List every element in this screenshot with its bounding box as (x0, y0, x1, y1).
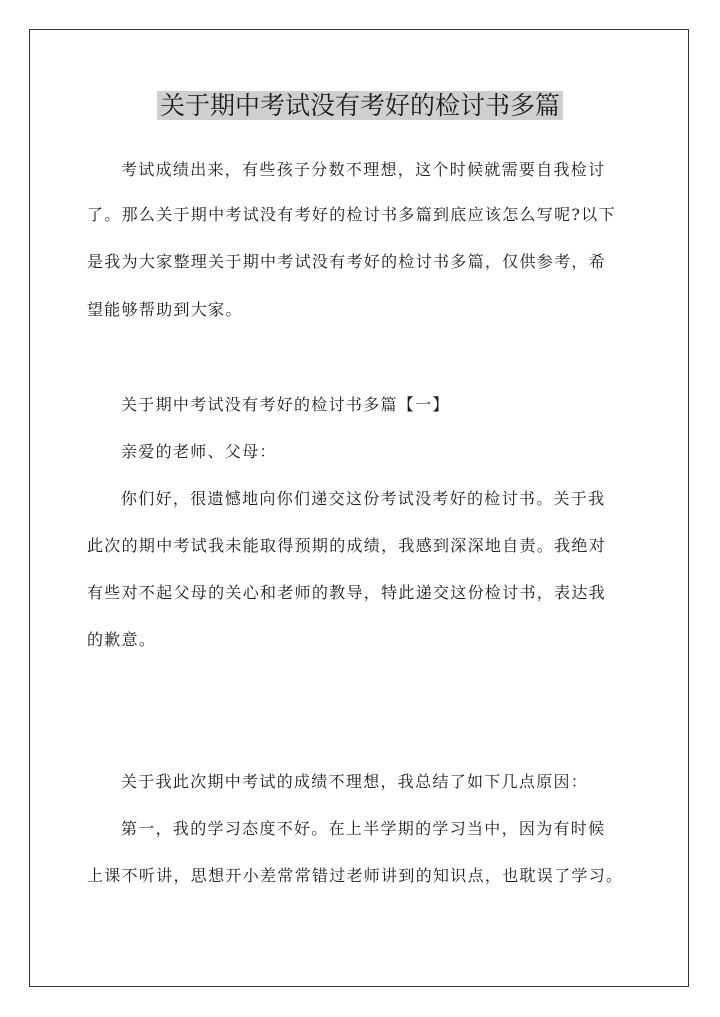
body-line-4: 的歉意。 (87, 630, 157, 649)
body-line-3: 有些对不起父母的关心和老师的教导，特此递交这份检讨书，表达我 (87, 583, 607, 602)
intro-line-2: 了。那么关于期中考试没有考好的检讨书多篇到底应该怎么写呢?以下 (87, 205, 616, 224)
document-title-text: 关于期中考试没有考好的检讨书多篇 (157, 91, 563, 120)
reason-1-line-1: 第一，我的学习态度不好。在上半学期的学习当中，因为有时候 (121, 819, 606, 838)
reasons-intro: 关于我此次期中考试的成绩不理想，我总结了如下几点原因： (121, 772, 589, 791)
body-line-2: 此次的期中考试我未能取得预期的成绩，我感到深深地自责。我绝对 (87, 536, 607, 555)
intro-line-3: 是我为大家整理关于期中考试没有考好的检讨书多篇，仅供参考，希 (87, 252, 607, 271)
intro-line-4: 望能够帮助到大家。 (87, 300, 243, 319)
reason-1-line-2: 上课不听讲，思想开小差常常错过老师讲到的知识点，也耽误了学习。 (87, 866, 624, 885)
document-title (0, 87, 720, 125)
salutation: 亲爱的老师、父母： (121, 442, 277, 461)
intro-line-1: 考试成绩出来，有些孩子分数不理想，这个时候就需要自我检讨 (121, 160, 606, 179)
body-line-1: 你们好，很遗憾地向你们递交这份考试没考好的检讨书。关于我 (121, 489, 606, 508)
section-heading: 关于期中考试没有考好的检讨书多篇【一】 (121, 395, 450, 414)
